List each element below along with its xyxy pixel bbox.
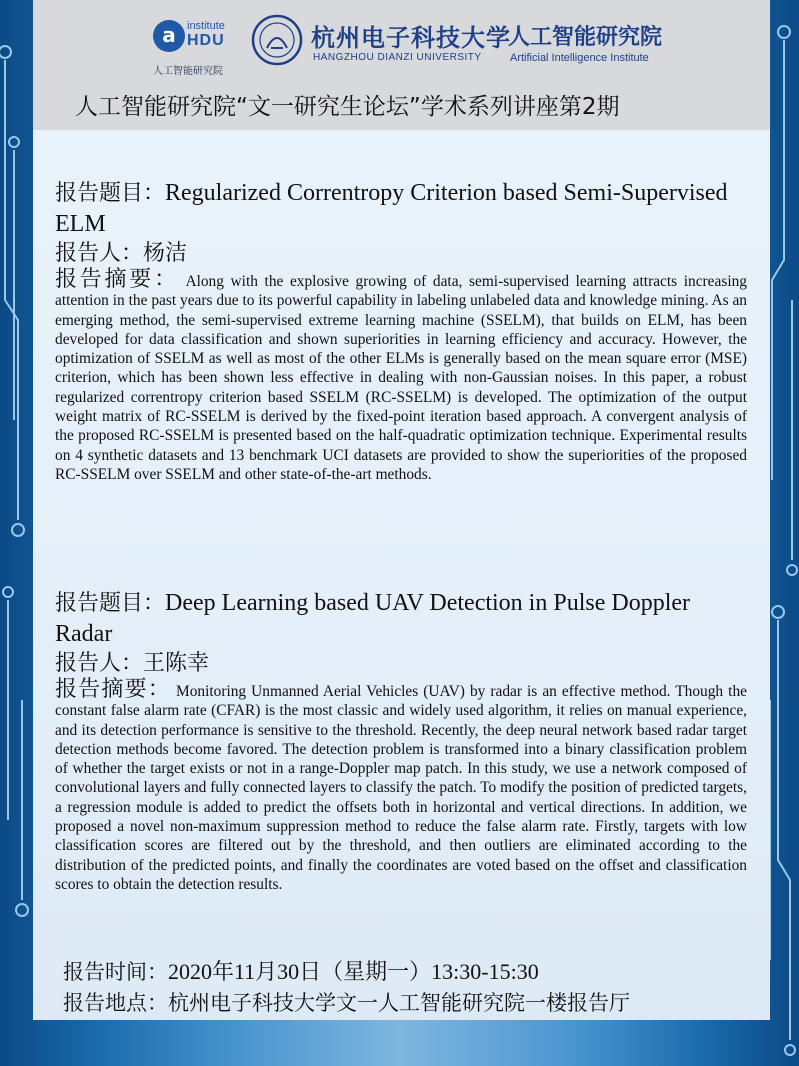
speaker-label: 报告人： (55, 241, 144, 266)
title-label: 报告题目： (55, 591, 166, 616)
series-title: 人工智能研究院“文一研究生论坛”学术系列讲座第2期 (75, 94, 620, 120)
time-value: 2020年11月30日（星期一）13:30-15:30 (168, 959, 539, 984)
location-label: 报告地点： (63, 991, 168, 1015)
speaker-label: 报告人： (55, 651, 144, 676)
abstract-label: 报告摘要： (55, 267, 179, 292)
abstract-text: Along with the explosive growing of data, semi-supervised learning attracts increasing attention in the past years due to its powerful capability in labeling unlabeled data and knowledge mining. As an emerging method, the semi-supervised extreme learning machine (SSELM), that builds on ELM, has been developed for data classification and shown superiorities in learning efficiency and accuracy. However, the optimization of SSELM as well as most of the other ELMs is generally based on the mean square error (MSE) criterion, which has been shown less effective in dealing with non-Gaussian noises. In this paper, a robust regularized correntropy criterion based SSELM (RC-SSELM) is developed. The optimization of the output weight matrix of RC-SSELM is derived by the fixed-point iteration based approach. A convergent analysis of the proposed RC-SSELM is presented based on the half-quadratic optimization technique. Experimental results on 4 synthetic datasets and 13 benchmark UCI datasets are provided to show the superiorities of the proposed RC-SSELM over SSELM and other state-of-the-art methods. (55, 273, 747, 483)
university-name-cn: 杭州电子科技大学 (311, 23, 511, 52)
talk-title-line (55, 588, 747, 649)
logo-institute-word: institute (187, 20, 225, 32)
talk-title: Regularized Correntropy Criterion based Semi-Supervised ELM (55, 180, 728, 237)
poster-header (33, 0, 770, 130)
logo-row (153, 14, 673, 76)
university-seal-icon (251, 14, 303, 66)
logo-caption: 人工智能研究院 (153, 66, 223, 77)
event-location (63, 988, 763, 1019)
poster-card (33, 0, 770, 1020)
speaker-name: 杨洁 (143, 241, 188, 266)
talk-1 (55, 178, 747, 484)
university-name-en: HANGZHOU DIANZI UNIVERSITY (313, 52, 482, 63)
talk-speaker-line (55, 239, 747, 269)
event-info (63, 956, 763, 1019)
abstract-label: 报告摘要： (55, 677, 171, 702)
institute-name-en: Artificial Intelligence Institute (510, 52, 649, 64)
talk-abstract (55, 269, 747, 484)
time-label: 报告时间： (63, 960, 168, 984)
event-time (63, 956, 763, 988)
talk-2 (55, 588, 747, 894)
ai-logo-icon: a (153, 20, 185, 52)
speaker-name: 王陈幸 (143, 651, 210, 676)
institute-name-cn: 人工智能研究院 (508, 25, 663, 50)
logo-hdu-word: HDU (187, 32, 225, 49)
abstract-text: Monitoring Unmanned Aerial Vehicles (UAV) by radar is an effective method. Though the constant false alarm rate (CFAR) is the most classic and widely used algorithm, it relies on manual experience, and its detection performance is sensitive to the threshold. Recently, the deep neural network based radar target detection methods become favored. The detection problem is transformed into a binary classification problem of whether the target exists or not in a range-Doppler map patch. In this study, we use a network composed of convolutional layers and fully connected layers to classify the patch. To modify the position of predicted targets, a regression module is added to predict the offsets both in horizontal and vertical directions. In addition, we proposed a novel non-maximum suppression method to reduce the false alarm rate. Firstly, targets with low classification scores are filtered out by the threshold, and then outliers are eliminated according to the distribution of the predicted points, and finally the coordinates are voted based on the offset and classification scores to obtain the detection results. (55, 683, 747, 893)
title-label: 报告题目： (55, 181, 166, 206)
talk-title: Deep Learning based UAV Detection in Pulse Doppler Radar (55, 590, 691, 647)
location-value: 杭州电子科技大学文一人工智能研究院一楼报告厅 (168, 991, 630, 1015)
talk-speaker-line (55, 649, 747, 679)
hdu-institute-logo (153, 18, 245, 77)
talk-abstract (55, 679, 747, 894)
talk-title-line (55, 178, 747, 239)
